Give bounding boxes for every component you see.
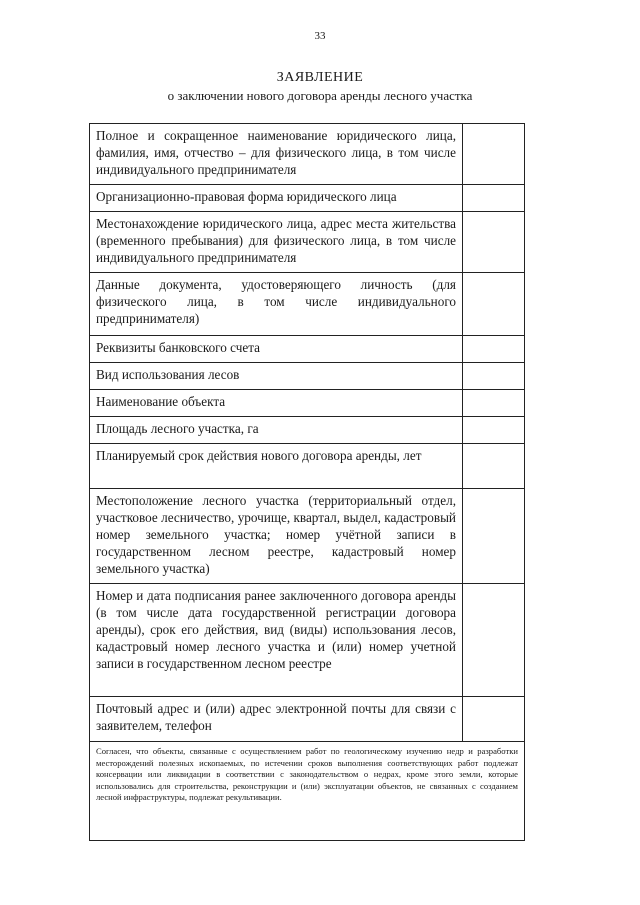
row-value-legal-form[interactable] [463, 185, 525, 212]
row-label-bank-details: Реквизиты банковского счета [90, 336, 463, 363]
row-value-bank-details[interactable] [463, 336, 525, 363]
form-row-identity-document [90, 273, 525, 336]
row-label-legal-form: Организационно-правовая форма юридического лица [90, 185, 463, 212]
row-value-location[interactable] [463, 212, 525, 273]
row-value-previous-contract[interactable] [463, 584, 525, 697]
row-label-plot-location: Местоположение лесного участка (территориальный отдел, участковое лесничество, урочище, квартал, выдел, кадастровый номер земельного участка; номер учётной записи в государственном лесном реестре, кадастровый номер земельного участка) [90, 489, 463, 584]
form-row-object-name [90, 390, 525, 417]
row-label-object-name: Наименование объекта [90, 390, 463, 417]
row-label-contact-address: Почтовый адрес и (или) адрес электронной почты для связи с заявителем, телефон [90, 697, 463, 742]
form-row-forest-use-type [90, 363, 525, 390]
form-row-legal-form [90, 185, 525, 212]
row-value-plot-location[interactable] [463, 489, 525, 584]
form-row-plot-location [90, 489, 525, 584]
row-label-location: Местонахождение юридического лица, адрес места жительства (временного пребывания) для физического лица, в том числе индивидуального предпринимателя [90, 212, 463, 273]
form-row-bank-details [90, 336, 525, 363]
form-row-consent [90, 742, 525, 841]
form-row-previous-contract [90, 584, 525, 697]
consent-note: Согласен, что объекты, связанные с осуществлением работ по геологическому изучению недр и разработки месторождений полезных ископаемых, по истечении сроков выполнения соответствующих работ подлежат консервации или ликвидации в соответствии с законодательством о недрах, кроме этого земли, которые использовались для строительства, реконструкции и (или) эксплуатации объектов, не связанных с созданием лесной инфраструктуры, подлежат рекультивации. [90, 742, 525, 841]
application-form-table [89, 123, 525, 841]
form-row-location [90, 212, 525, 273]
row-value-forest-use-type[interactable] [463, 363, 525, 390]
form-row-contact-address [90, 697, 525, 742]
form-row-area [90, 417, 525, 444]
row-value-contact-address[interactable] [463, 697, 525, 742]
row-label-forest-use-type: Вид использования лесов [90, 363, 463, 390]
form-row-lease-term [90, 444, 525, 489]
row-value-full-name[interactable] [463, 124, 525, 185]
page-number: 33 [314, 30, 326, 42]
row-label-full-name: Полное и сокращенное наименование юридического лица, фамилия, имя, отчество – для физического лица, в том числе индивидуального предпринимателя [90, 124, 463, 185]
document-subtitle: о заключении нового договора аренды лесного участка [167, 88, 473, 103]
row-label-lease-term: Планируемый срок действия нового договора аренды, лет [90, 444, 463, 489]
form-row-full-name [90, 124, 525, 185]
row-label-area: Площадь лесного участка, га [90, 417, 463, 444]
row-value-identity-document[interactable] [463, 273, 525, 336]
row-value-area[interactable] [463, 417, 525, 444]
row-label-previous-contract: Номер и дата подписания ранее заключенного договора аренды (в том числе дата государственной регистрации договора аренды), срок его действия, вид (виды) использования лесов, кадастровый номер лесного участка и (или) номер учетной записи в государственном лесном реестре [90, 584, 463, 697]
document-title: ЗАЯВЛЕНИЕ [276, 70, 364, 85]
row-value-object-name[interactable] [463, 390, 525, 417]
row-label-identity-document: Данные документа, удостоверяющего личность (для физического лица, в том числе индивидуального предпринимателя) [90, 273, 463, 336]
row-value-lease-term[interactable] [463, 444, 525, 489]
